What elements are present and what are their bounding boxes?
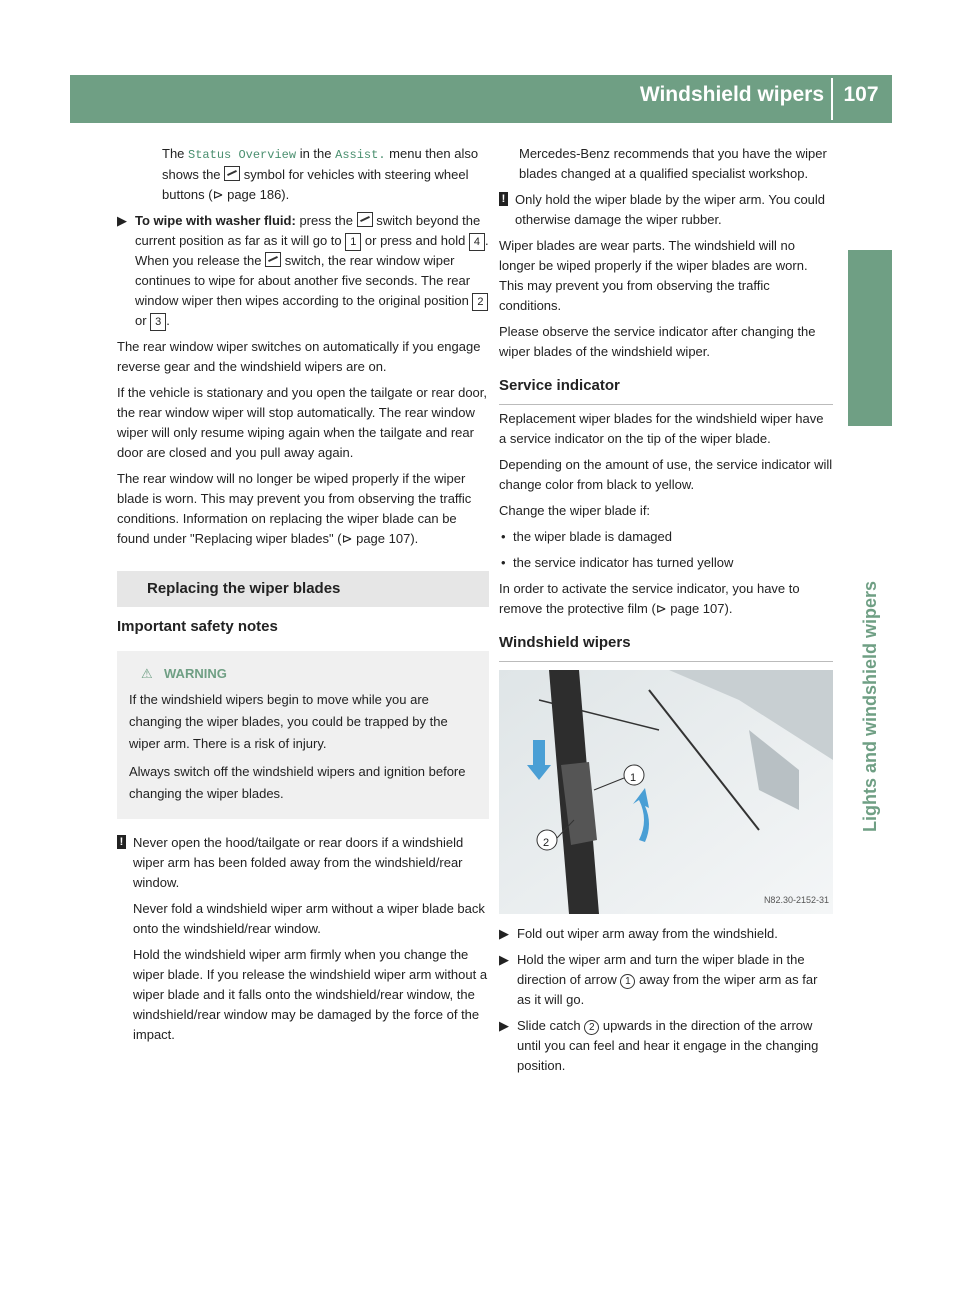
paragraph: The rear window wiper switches on automatically if you engage reverse gear and the windshield wipers are on.	[117, 339, 481, 374]
intro-paragraph: The Status Overview in the Assist. menu then also shows the symbol for vehicles with steering wheel buttons (⊳ page 186).	[162, 146, 479, 202]
callout-1-label: 1	[630, 772, 637, 784]
callout-1-ref: 1	[620, 974, 635, 989]
paragraph: Please observe the service indicator after changing the wiper blades of the windshield wiper.	[499, 324, 816, 359]
step-slide-catch: ▶ Slide catch 2 upwards in the direction of the arrow until you can feel and hear it engage in the changing position.	[499, 1018, 819, 1073]
warning-text: If the windshield wipers begin to move while you are changing the wiper blades, you could be trapped by the wiper arm. There is a risk of injury.	[129, 692, 448, 751]
right-column	[499, 144, 833, 1082]
service-indicator-heading: Service indicator	[499, 376, 833, 405]
step-fold-out: ▶ Fold out wiper arm away from the windshield.	[499, 924, 833, 944]
page-number: 107	[843, 83, 879, 106]
exclamation-icon: !	[499, 192, 508, 206]
step-turn-blade: ▶ Hold the wiper arm and turn the wiper blade in the direction of arrow 1 away from the wiper arm as far as it will go.	[499, 952, 818, 1007]
position-box-1: 1	[345, 233, 361, 251]
paragraph: Wiper blades are wear parts. The windshield will no longer be wiped properly if the wiper blades are worn. This may prevent you from observing the traffic conditions.	[499, 238, 808, 313]
warning-triangle-icon: ⚠	[141, 666, 153, 681]
paragraph: If the vehicle is stationary and you open the tailgate or rear door, the rear window wiper will stop automatically. The rear window wiper will only resume wiping again when the tailgate and rear door are closed and you pull away again.	[117, 385, 488, 460]
windshield-wipers-heading: Windshield wipers	[499, 633, 833, 662]
note: ! Only hold the wiper blade by the wiper arm. You could otherwise damage the wiper rubber.	[499, 190, 833, 230]
step-wipe-washer: ▶ To wipe with washer fluid: press the switch beyond the current position as far as it will go to 1 or press and hold 4 . When you release the switch, the rear window wiper continues to wipe for about another five seconds. The rear window wiper then wipes according to the original position 2 or 3 .	[117, 211, 489, 331]
paragraph: In order to activate the service indicator, you have to remove the protective film (⊳ page 107).	[499, 581, 800, 616]
header-divider	[831, 78, 833, 120]
status-overview-menu-text: Status Overview	[188, 148, 297, 162]
step-arrow-icon: ▶	[499, 952, 509, 967]
paragraph: Replacement wiper blades for the windshield wiper have a service indicator on the tip of the wiper blade.	[499, 411, 824, 446]
position-box-2: 2	[472, 293, 488, 311]
subsection-title: Important safety notes	[117, 618, 278, 635]
side-tab	[848, 250, 892, 426]
wiper-illustration	[499, 670, 833, 914]
callout-2-ref: 2	[584, 1020, 599, 1035]
paragraph: Depending on the amount of use, the service indicator will change color from black to yellow.	[499, 457, 833, 492]
list-item: • the wiper blade is damaged	[499, 527, 833, 547]
wiper-diagram-svg	[499, 670, 833, 914]
side-chapter-label: Lights and windshield wipers	[860, 580, 880, 832]
callout-2-label: 2	[543, 837, 550, 849]
warning-heading: ⚠ WARNING	[129, 663, 477, 685]
position-box-4: 4	[469, 233, 485, 251]
warning-text: Always switch off the windshield wipers and ignition before changing the wiper blades.	[129, 764, 466, 801]
left-column	[117, 144, 489, 1051]
paragraph: Mercedes-Benz recommends that you have the wiper blades changed at a qualified specialist workshop.	[519, 146, 827, 181]
page-header-title: Windshield wipers	[639, 83, 824, 106]
list-item: • the service indicator has turned yellow	[499, 553, 833, 573]
step-arrow-icon: ▶	[117, 213, 127, 228]
note: ! Never open the hood/tailgate or rear doors if a windshield wiper arm has been folded away from the windshield/rear window. Never fold a windshield wiper arm without a wiper blade back onto the windshield/rear window. Hold the windshield wiper arm firmly when you change the wiper blade. If you release the windshield wiper arm without a wiper blade and it falls onto the windshield/rear window, the windshield/rear window may be damaged by the force of the impact.	[117, 833, 489, 1045]
figure-code: N82.30-2152-31	[763, 895, 829, 905]
rear-wiper-switch-icon	[265, 252, 281, 267]
warning-box	[117, 651, 489, 819]
step-arrow-icon: ▶	[499, 1018, 509, 1033]
paragraph: The rear window will no longer be wiped properly if the wiper blade is worn. This may prevent you from observing the traffic conditions. Information on replacing the wiper blade can be found under "Replacing wiper blades" (⊳ page 107).	[117, 471, 472, 546]
rear-wiper-washer-icon	[357, 212, 373, 227]
rear-wiper-icon	[224, 166, 240, 181]
position-box-3: 3	[150, 313, 166, 331]
paragraph: Change the wiper blade if:	[499, 503, 651, 518]
exclamation-icon: !	[117, 835, 126, 849]
step-arrow-icon: ▶	[499, 926, 509, 941]
section-title: Replacing the wiper blades	[117, 571, 489, 607]
assist-menu-text: Assist.	[335, 148, 386, 162]
